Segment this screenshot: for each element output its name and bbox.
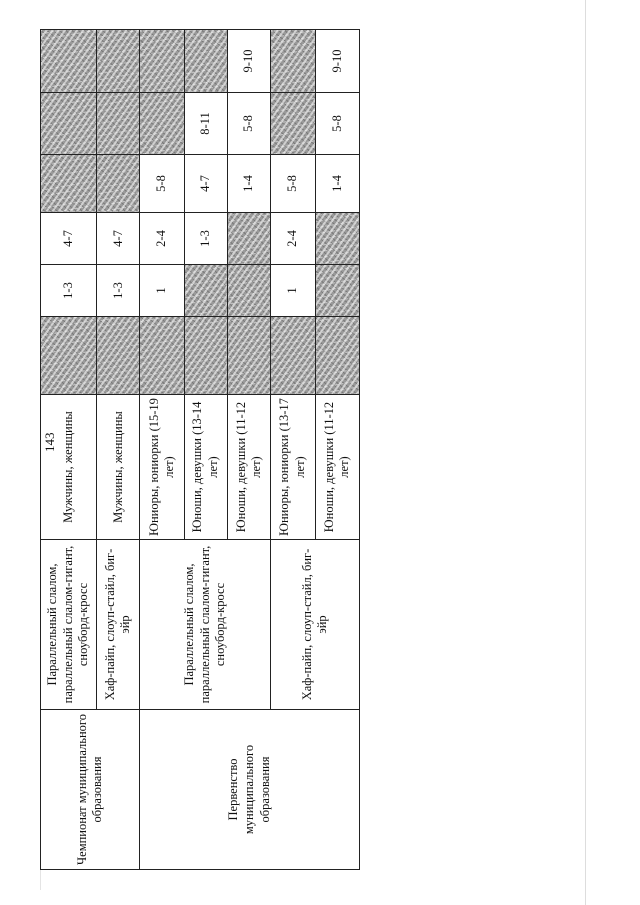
rank-cell: 1-3 xyxy=(97,265,140,317)
group-cell: Юноши, девушки (11-12 лет) xyxy=(315,395,359,540)
shaded-cell xyxy=(41,155,97,213)
rank-cell: 5-8 xyxy=(228,93,271,155)
shaded-cell xyxy=(271,317,315,395)
rank-cell: 2-4 xyxy=(271,213,315,265)
shaded-cell xyxy=(315,317,359,395)
shaded-cell xyxy=(97,93,140,155)
group-cell: Юноши, девушки (11-12 лет) xyxy=(228,395,271,540)
shaded-cell xyxy=(97,30,140,93)
group-cell: Мужчины, женщины xyxy=(41,395,97,540)
shaded-cell xyxy=(140,30,184,93)
rank-cell: 1-4 xyxy=(228,155,271,213)
shaded-cell xyxy=(315,213,359,265)
shaded-cell xyxy=(184,30,227,93)
shaded-cell xyxy=(97,317,140,395)
group-cell: Юниоры, юниорки (13-17 лет) xyxy=(271,395,315,540)
discipline-cell: Хаф-пайп, слоуп-стайл, биг-эйр xyxy=(271,540,360,710)
shaded-cell xyxy=(228,265,271,317)
rank-cell: 1 xyxy=(271,265,315,317)
shaded-cell xyxy=(271,93,315,155)
rank-cell: 5-8 xyxy=(315,93,359,155)
shaded-cell xyxy=(271,30,315,93)
event-cell: Первенство муниципального образования xyxy=(140,710,360,870)
group-cell: Мужчины, женщины xyxy=(97,395,140,540)
rank-cell: 1-3 xyxy=(184,213,227,265)
rank-cell: 2-4 xyxy=(140,213,184,265)
rank-cell: 1-4 xyxy=(315,155,359,213)
group-cell: Юниоры, юниорки (15-19 лет) xyxy=(140,395,184,540)
discipline-cell: Хаф-пайп, слоуп-стайл, биг-эйр xyxy=(97,540,140,710)
rotated-table-wrapper xyxy=(40,30,360,870)
shaded-cell xyxy=(228,213,271,265)
rank-cell: 9-10 xyxy=(228,30,271,93)
rank-cell: 4-7 xyxy=(41,213,97,265)
rank-cell: 4-7 xyxy=(97,213,140,265)
event-cell: Чемпионат муниципального образования xyxy=(41,710,140,870)
rank-cell: 5-8 xyxy=(140,155,184,213)
shaded-cell xyxy=(184,317,227,395)
shaded-cell xyxy=(140,317,184,395)
table-row xyxy=(41,30,97,870)
scan-artifact-line xyxy=(585,0,586,905)
shaded-cell xyxy=(41,93,97,155)
discipline-cell: Параллельный слалом, параллельный слалом-гигант, сноуборд-кросс xyxy=(140,540,271,710)
shaded-cell xyxy=(41,30,97,93)
table-row xyxy=(140,30,184,870)
shaded-cell xyxy=(184,265,227,317)
shaded-cell xyxy=(97,155,140,213)
rank-cell: 4-7 xyxy=(184,155,227,213)
discipline-cell: Параллельный слалом, параллельный слалом-гигант, сноуборд-кросс xyxy=(41,540,97,710)
rank-cell: 9-10 xyxy=(315,30,359,93)
group-cell: Юноши, девушки (13-14 лет) xyxy=(184,395,227,540)
page-number: 143 xyxy=(42,432,57,452)
shaded-cell xyxy=(41,317,97,395)
shaded-cell xyxy=(228,317,271,395)
shaded-cell xyxy=(315,265,359,317)
shaded-cell xyxy=(140,93,184,155)
rank-cell: 5-8 xyxy=(271,155,315,213)
rank-cell: 8-11 xyxy=(184,93,227,155)
rank-cell: 1 xyxy=(140,265,184,317)
ranks-table xyxy=(40,29,360,870)
rank-cell: 1-3 xyxy=(41,265,97,317)
